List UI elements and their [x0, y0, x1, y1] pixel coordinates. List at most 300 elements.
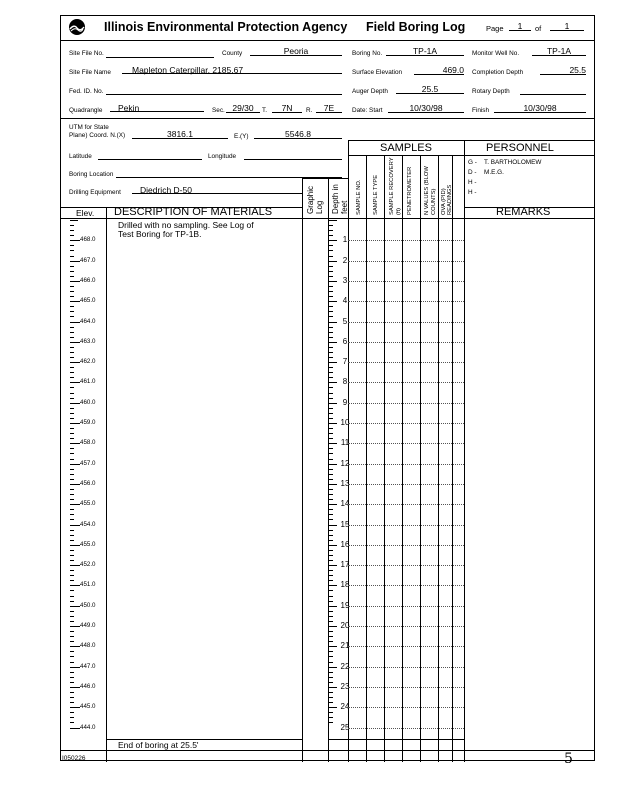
sample-row-line — [348, 525, 464, 526]
utm-e-label: E.(Y) — [234, 133, 249, 140]
depth-minor-tick — [329, 535, 333, 536]
depth-minor-tick — [329, 266, 333, 267]
depth-minor-tick — [329, 418, 333, 419]
r-label: R. — [306, 107, 313, 114]
depth-minor-tick — [329, 322, 337, 323]
elevation-minor-tick — [70, 403, 78, 404]
depth-label: 17 — [340, 560, 350, 570]
boring-no-label: Boring No. — [352, 50, 383, 57]
t-value: 7N — [272, 103, 302, 113]
utm-label-2: Plane) Coord. N.(X) — [69, 132, 126, 139]
depth-minor-tick — [329, 580, 333, 581]
depth-minor-tick — [329, 712, 333, 713]
elevation-minor-tick — [70, 682, 74, 683]
elevation-minor-tick — [70, 651, 74, 652]
elevation-minor-tick — [70, 596, 74, 597]
elevation-minor-tick — [70, 692, 74, 693]
sample-row-line — [348, 443, 464, 444]
agency-title: Illinois Environmental Protection Agency — [104, 20, 348, 34]
longitude-field — [244, 150, 342, 160]
fed-id-field — [106, 85, 342, 95]
depth-minor-tick — [329, 474, 333, 475]
depth-minor-tick — [329, 286, 333, 287]
depth-minor-tick — [329, 398, 333, 399]
elevation-minor-tick — [70, 367, 74, 368]
drilling-equipment-label: Drilling Equipment — [69, 189, 121, 196]
completion-depth-label: Completion Depth — [472, 69, 524, 76]
elevation-minor-tick — [70, 408, 74, 409]
elevation-minor-tick — [70, 347, 74, 348]
penetrometer-header: PENETROMETER — [407, 166, 413, 215]
elevation-minor-tick — [70, 393, 74, 394]
depth-minor-tick — [329, 438, 333, 439]
quadrangle-value: Pekin — [110, 103, 204, 112]
sample-row-line — [348, 606, 464, 607]
elevation-minor-tick — [70, 271, 74, 272]
elevation-minor-tick — [70, 611, 74, 612]
sample-row-line — [348, 342, 464, 343]
elevation-label: 450.0 — [80, 601, 96, 609]
depth-minor-tick — [329, 565, 337, 566]
elevation-label: 468.0 — [80, 236, 96, 244]
elevation-minor-tick — [70, 677, 74, 678]
depth-header: Depth in feet — [331, 184, 349, 214]
sample-row-line — [348, 240, 464, 241]
sample-row-line — [348, 585, 464, 586]
sample-row-line — [348, 362, 464, 363]
elevation-label: 456.0 — [80, 479, 96, 487]
depth-minor-tick — [329, 667, 337, 668]
personnel-title: PERSONNEL — [486, 142, 554, 154]
elevation-label: 465.0 — [80, 297, 96, 305]
depth-minor-tick — [329, 428, 333, 429]
depth-minor-tick — [329, 489, 333, 490]
elevation-minor-tick — [70, 484, 78, 485]
depth-minor-tick — [329, 256, 333, 257]
depth-minor-tick — [329, 570, 333, 571]
elevation-minor-tick — [70, 382, 78, 383]
depth-minor-tick — [329, 636, 333, 637]
depth-label: 9 — [342, 397, 348, 407]
depth-minor-tick — [329, 621, 333, 622]
form-number: I050226 — [62, 755, 86, 762]
depth-minor-tick — [329, 367, 333, 368]
depth-minor-tick — [329, 677, 333, 678]
depth-minor-tick — [329, 641, 333, 642]
end-of-boring-text: End of boring at 25.5' — [118, 740, 199, 750]
depth-minor-tick — [329, 316, 333, 317]
date-start-label: Date: Start — [352, 107, 383, 114]
personnel-name: M.E.G. — [484, 169, 504, 176]
depth-minor-tick — [329, 525, 337, 526]
elevation-minor-tick — [70, 240, 78, 241]
boring-no-value: TP-1A — [386, 46, 464, 56]
county-label: County — [222, 50, 243, 57]
elevation-minor-tick — [70, 418, 74, 419]
finish-value: 10/30/98 — [494, 103, 586, 113]
description-line-2: Test Boring for TP-1B. — [118, 229, 202, 239]
depth-minor-tick — [329, 469, 333, 470]
depth-minor-tick — [329, 545, 337, 546]
elevation-minor-tick — [70, 540, 74, 541]
site-file-no-field — [106, 48, 214, 58]
depth-label: 14 — [340, 499, 350, 509]
elevation-minor-tick — [70, 301, 78, 302]
sample-type-header: SAMPLE TYPE — [373, 174, 379, 215]
elevation-label: 454.0 — [80, 520, 96, 528]
description-line-1: Drilled with no sampling. See Log of — [118, 220, 254, 230]
elevation-minor-tick — [70, 636, 74, 637]
ova-readings-header: OVA (PID) READINGS — [441, 184, 453, 215]
elevation-minor-tick — [70, 428, 74, 429]
depth-label: 25 — [340, 722, 350, 732]
elevation-label: 446.0 — [80, 682, 96, 690]
sample-row-line — [348, 403, 464, 404]
depth-minor-tick — [329, 590, 333, 591]
longitude-label: Longitude — [208, 153, 237, 160]
depth-minor-tick — [329, 337, 333, 338]
elevation-minor-tick — [70, 641, 74, 642]
graphic-log-header: Graphic Log — [306, 185, 324, 214]
elevation-label: 463.0 — [80, 337, 96, 345]
elevation-minor-tick — [70, 504, 78, 505]
depth-label: 16 — [340, 539, 350, 549]
elevation-minor-tick — [70, 702, 74, 703]
personnel-code: H - — [468, 189, 477, 196]
page-total: 1 — [550, 21, 584, 31]
depth-label: 2 — [342, 255, 348, 265]
site-file-name-value: Mapleton Caterpillar, 2185.67 — [122, 65, 342, 74]
elevation-minor-tick — [70, 256, 74, 257]
depth-minor-tick — [329, 585, 337, 586]
depth-minor-tick — [329, 509, 333, 510]
personnel-code: G - — [468, 159, 477, 166]
elevation-label: 455.0 — [80, 500, 96, 508]
elevation-minor-tick — [70, 311, 74, 312]
elevation-minor-tick — [70, 316, 74, 317]
depth-minor-tick — [329, 682, 333, 683]
depth-minor-tick — [329, 372, 333, 373]
elevation-minor-tick — [70, 585, 78, 586]
elevation-minor-tick — [70, 722, 74, 723]
depth-minor-tick — [329, 306, 333, 307]
elevation-minor-tick — [70, 509, 74, 510]
depth-minor-tick — [329, 240, 337, 241]
elevation-minor-tick — [70, 687, 78, 688]
personnel-code: D - — [468, 169, 477, 176]
depth-minor-tick — [329, 575, 333, 576]
sample-row-line — [348, 281, 464, 282]
log-title: Field Boring Log — [366, 20, 466, 34]
depth-minor-tick — [329, 408, 333, 409]
elevation-minor-tick — [70, 448, 74, 449]
personnel-name: T. BARTHOLOMEW — [484, 159, 542, 166]
depth-minor-tick — [329, 327, 333, 328]
elevation-minor-tick — [70, 616, 74, 617]
sample-row-line — [348, 626, 464, 627]
elevation-label: 444.0 — [80, 723, 96, 731]
elevation-minor-tick — [70, 575, 74, 576]
depth-label: 18 — [340, 580, 350, 590]
depth-label: 22 — [340, 661, 350, 671]
elevation-minor-tick — [70, 433, 74, 434]
elevation-minor-tick — [70, 667, 78, 668]
sample-recovery-header: SAMPLE RECOVERY (ft) — [389, 157, 402, 215]
rotary-depth-label: Rotary Depth — [472, 88, 510, 95]
depth-minor-tick — [329, 235, 333, 236]
depth-minor-tick — [329, 519, 333, 520]
elevation-minor-tick — [70, 398, 74, 399]
elevation-minor-tick — [70, 606, 78, 607]
sample-row-line — [348, 646, 464, 647]
depth-label: 1 — [342, 235, 348, 245]
sample-row-line — [348, 504, 464, 505]
depth-minor-tick — [329, 656, 333, 657]
boring-location-label: Boring Location — [69, 171, 114, 178]
elevation-minor-tick — [70, 423, 78, 424]
elevation-minor-tick — [70, 560, 74, 561]
depth-label: 24 — [340, 702, 350, 712]
of-label: of — [535, 24, 542, 33]
elevation-minor-tick — [70, 225, 74, 226]
depth-minor-tick — [329, 393, 333, 394]
sample-no-header: SAMPLE NO. — [356, 179, 362, 215]
depth-label: 19 — [340, 600, 350, 610]
depth-label: 8 — [342, 377, 348, 387]
depth-minor-tick — [329, 672, 333, 673]
site-file-no-label: Site File No. — [69, 50, 104, 57]
depth-minor-tick — [329, 387, 333, 388]
depth-minor-tick — [329, 687, 337, 688]
depth-minor-tick — [329, 499, 333, 500]
elevation-minor-tick — [70, 519, 74, 520]
elevation-label: 458.0 — [80, 439, 96, 447]
depth-minor-tick — [329, 332, 333, 333]
elevation-label: 445.0 — [80, 703, 96, 711]
elevation-label: 451.0 — [80, 581, 96, 589]
elevation-minor-tick — [70, 352, 74, 353]
elevation-minor-tick — [70, 565, 78, 566]
elevation-label: 467.0 — [80, 256, 96, 264]
sample-row-line — [348, 261, 464, 262]
elevation-minor-tick — [70, 286, 74, 287]
r-value: 7E — [316, 103, 342, 113]
depth-minor-tick — [329, 464, 337, 465]
depth-minor-tick — [329, 413, 333, 414]
elevation-minor-tick — [70, 362, 78, 363]
elevation-minor-tick — [70, 453, 74, 454]
drilling-equipment-value: Diedrich D-50 — [132, 185, 302, 194]
elevation-minor-tick — [70, 332, 74, 333]
elevation-minor-tick — [70, 494, 74, 495]
elevation-minor-tick — [70, 276, 74, 277]
elevation-minor-tick — [70, 646, 78, 647]
elevation-minor-tick — [70, 469, 74, 470]
depth-minor-tick — [329, 352, 333, 353]
depth-label: 13 — [340, 478, 350, 488]
depth-minor-tick — [329, 697, 333, 698]
page-label: Page — [486, 24, 504, 33]
sample-row-line — [348, 707, 464, 708]
elevation-minor-tick — [70, 337, 74, 338]
depth-minor-tick — [329, 423, 337, 424]
elevation-minor-tick — [70, 306, 74, 307]
elevation-minor-tick — [70, 250, 74, 251]
depth-minor-tick — [329, 692, 333, 693]
monitor-well-value: TP-1A — [532, 46, 586, 56]
utm-e-value: 5546.8 — [254, 129, 342, 139]
depth-minor-tick — [329, 291, 333, 292]
sample-row-line — [348, 687, 464, 688]
auger-depth-value: 25.5 — [396, 84, 464, 94]
elevation-minor-tick — [70, 717, 74, 718]
elevation-label: 466.0 — [80, 276, 96, 284]
elevation-tick — [70, 728, 80, 729]
depth-label: 5 — [342, 316, 348, 326]
elevation-minor-tick — [70, 342, 78, 343]
elevation-minor-tick — [70, 489, 74, 490]
depth-minor-tick — [329, 271, 333, 272]
depth-minor-tick — [329, 448, 333, 449]
n-values-header: N VALUES (BLOW COUNTS) — [424, 166, 437, 215]
depth-label: 12 — [340, 458, 350, 468]
personnel-code: H - — [468, 179, 477, 186]
elevation-minor-tick — [70, 230, 74, 231]
depth-label: 3 — [342, 275, 348, 285]
elevation-minor-tick — [70, 443, 78, 444]
elevation-minor-tick — [70, 555, 74, 556]
t-label: T. — [262, 107, 267, 114]
boring-location-field — [116, 168, 342, 178]
depth-minor-tick — [329, 717, 333, 718]
elevation-minor-tick — [70, 601, 74, 602]
depth-label: 20 — [340, 621, 350, 630]
depth-minor-tick — [329, 453, 333, 454]
elevation-label: 459.0 — [80, 419, 96, 426]
utm-n-value: 3816.1 — [132, 129, 228, 139]
elevation-minor-tick — [70, 322, 78, 323]
latitude-label: Latitude — [69, 153, 92, 160]
elevation-label: 452.0 — [80, 561, 96, 569]
depth-minor-tick — [329, 220, 337, 221]
depth-minor-tick — [329, 347, 333, 348]
elevation-minor-tick — [70, 707, 78, 708]
depth-minor-tick — [329, 225, 333, 226]
elevation-minor-tick — [70, 530, 74, 531]
sample-row-line — [348, 667, 464, 668]
elevation-minor-tick — [70, 387, 74, 388]
depth-minor-tick — [329, 550, 333, 551]
elevation-minor-tick — [70, 631, 74, 632]
elevation-minor-tick — [70, 499, 74, 500]
depth-label: 15 — [340, 519, 350, 529]
elevation-minor-tick — [70, 281, 78, 282]
elevation-minor-tick — [70, 377, 74, 378]
depth-minor-tick — [329, 245, 333, 246]
elevation-minor-tick — [70, 327, 74, 328]
elevation-minor-tick — [70, 220, 78, 221]
depth-minor-tick — [329, 433, 333, 434]
depth-minor-tick — [329, 540, 333, 541]
elevation-minor-tick — [70, 266, 74, 267]
elevation-minor-tick — [70, 590, 74, 591]
completion-depth-value: 25.5 — [540, 65, 586, 75]
sample-row-line — [348, 484, 464, 485]
elevation-minor-tick — [70, 550, 74, 551]
samples-title: SAMPLES — [380, 142, 432, 154]
elevation-label: 449.0 — [80, 622, 96, 629]
depth-minor-tick — [329, 443, 337, 444]
elevation-minor-tick — [70, 580, 74, 581]
elevation-minor-tick — [70, 662, 74, 663]
elevation-minor-tick — [70, 697, 74, 698]
depth-minor-tick — [329, 702, 333, 703]
surface-elev-label: Surface Elevation — [352, 69, 403, 76]
surface-elev-value: 469.0 — [414, 65, 464, 75]
depth-minor-tick — [329, 403, 337, 404]
depth-minor-tick — [329, 484, 337, 485]
depth-minor-tick — [329, 459, 333, 460]
elevation-minor-tick — [70, 291, 74, 292]
depth-minor-tick — [329, 296, 333, 297]
depth-minor-tick — [329, 261, 337, 262]
handwritten-page-mark: 5 — [564, 751, 573, 767]
sample-row-line — [348, 464, 464, 465]
utm-label-1: UTM for State — [69, 124, 109, 131]
elevation-minor-tick — [70, 474, 74, 475]
elevation-label: 461.0 — [80, 378, 96, 386]
depth-minor-tick — [329, 250, 333, 251]
depth-minor-tick — [329, 230, 333, 231]
depth-minor-tick — [329, 616, 333, 617]
sample-row-line — [348, 728, 464, 729]
depth-minor-tick — [329, 479, 333, 480]
elevation-minor-tick — [70, 525, 78, 526]
elevation-minor-tick — [70, 514, 74, 515]
depth-minor-tick — [329, 301, 337, 302]
finish-label: Finish — [472, 107, 490, 114]
sample-row-line — [348, 565, 464, 566]
depth-minor-tick — [329, 596, 333, 597]
elevation-minor-tick — [70, 621, 74, 622]
sample-row-line — [348, 545, 464, 546]
depth-label: 23 — [340, 681, 350, 691]
latitude-field — [98, 150, 202, 160]
sample-row-line — [348, 423, 464, 424]
sample-row-line — [348, 301, 464, 302]
depth-label: 4 — [342, 296, 348, 306]
elevation-minor-tick — [70, 459, 74, 460]
depth-minor-tick — [329, 494, 333, 495]
remarks-header: REMARKS — [496, 206, 551, 218]
county-value: Peoria — [250, 46, 342, 56]
elevation-minor-tick — [70, 261, 78, 262]
elevation-minor-tick — [70, 535, 74, 536]
elevation-label: 462.0 — [80, 358, 96, 366]
depth-minor-tick — [329, 606, 337, 607]
elevation-label: 464.0 — [80, 317, 96, 325]
page-number: 1 — [509, 21, 531, 31]
depth-label: 6 — [342, 336, 348, 346]
depth-label: 10 — [340, 418, 350, 427]
elevation-minor-tick — [70, 672, 74, 673]
depth-minor-tick — [329, 646, 337, 647]
depth-minor-tick — [329, 662, 333, 663]
depth-minor-tick — [329, 626, 337, 627]
elevation-label: 448.0 — [80, 642, 96, 650]
depth-minor-tick — [329, 651, 333, 652]
elevation-minor-tick — [70, 545, 78, 546]
